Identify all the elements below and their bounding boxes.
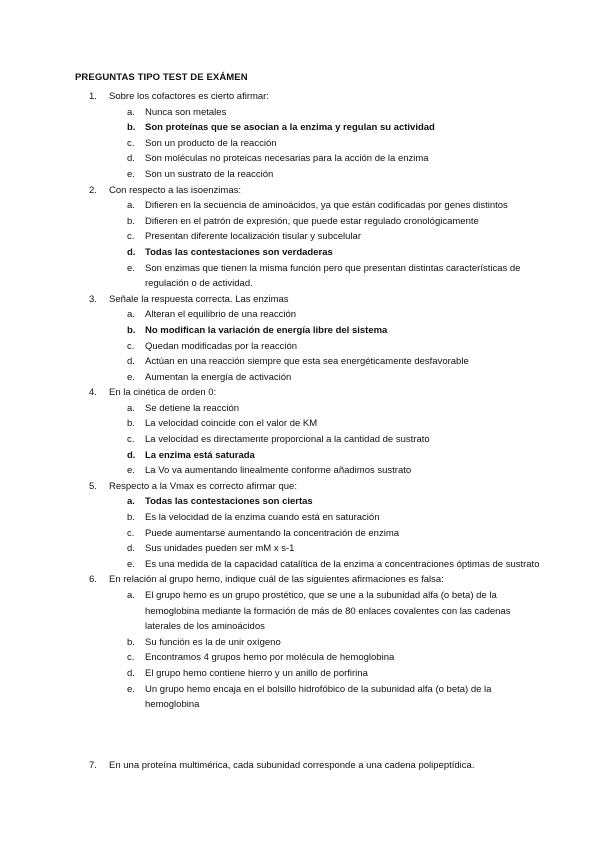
answer-option bbox=[75, 588, 545, 635]
option-letter: b. bbox=[127, 418, 135, 430]
option-letter: c. bbox=[127, 340, 135, 352]
option-text: Puede aumentarse aumentando la concentración de enzima bbox=[145, 527, 400, 539]
answer-option bbox=[75, 214, 545, 230]
answer-option bbox=[75, 635, 545, 651]
option-letter: a. bbox=[127, 590, 135, 601]
option-text: Nunca son metales bbox=[145, 106, 227, 118]
option-letter: d. bbox=[127, 543, 135, 555]
question-text: En una proteína multimérica, cada subunidad corresponde a una cadena polipeptídica. bbox=[109, 760, 475, 771]
answer-option bbox=[75, 541, 545, 557]
option-letter: e. bbox=[127, 683, 135, 695]
answer-option bbox=[75, 245, 545, 261]
option-letter: e. bbox=[127, 168, 135, 180]
question-4 bbox=[75, 385, 545, 479]
question-line bbox=[75, 385, 545, 401]
option-text: Su función es la de unir oxígeno bbox=[145, 636, 281, 648]
answer-option bbox=[75, 557, 545, 573]
option-text: Son un producto de la reacción bbox=[145, 137, 277, 149]
option-letter: b. bbox=[127, 215, 135, 227]
answer-option bbox=[75, 120, 545, 136]
question-7 bbox=[75, 758, 545, 774]
option-letter: a. bbox=[127, 200, 135, 212]
answer-option bbox=[75, 666, 545, 682]
answer-options bbox=[75, 105, 545, 183]
answer-option bbox=[75, 307, 545, 323]
option-text: La velocidad es directamente proporcional a la cantidad de sustrato bbox=[145, 434, 430, 446]
answer-options bbox=[75, 494, 545, 572]
question-text: Con respecto a las isoenzimas: bbox=[109, 184, 242, 196]
question-number: 5. bbox=[89, 480, 97, 492]
question-number: 2. bbox=[89, 184, 97, 196]
option-text: Son un sustrato de la reacción bbox=[145, 168, 274, 180]
answer-option bbox=[75, 510, 545, 526]
answer-option bbox=[75, 463, 545, 479]
question-line bbox=[75, 183, 545, 199]
option-text: Alteran el equilibrio de una reacción bbox=[145, 309, 297, 321]
option-letter: b. bbox=[127, 122, 136, 134]
question-line bbox=[75, 89, 545, 105]
question-2 bbox=[75, 183, 545, 292]
answer-option bbox=[75, 198, 545, 214]
question-text: Respecto a la Vmax es correcto afirmar que: bbox=[109, 480, 297, 492]
option-letter: b. bbox=[127, 636, 135, 648]
option-letter: b. bbox=[127, 324, 136, 336]
answer-option bbox=[75, 354, 545, 370]
option-text: La Vo va aumentando linealmente conforme añadimos sustrato bbox=[145, 465, 412, 477]
option-letter: d. bbox=[127, 667, 135, 679]
question-text: Sobre los cofactores es cierto afirmar: bbox=[109, 91, 269, 102]
option-letter: c. bbox=[127, 652, 135, 664]
question-1 bbox=[75, 89, 545, 183]
question-3 bbox=[75, 292, 545, 386]
question-6 bbox=[75, 572, 545, 712]
option-text: Son moléculas no proteicas necesarias para la acción de la enzima bbox=[145, 153, 429, 165]
option-letter: d. bbox=[127, 246, 136, 258]
answer-option bbox=[75, 416, 545, 432]
question-number: 3. bbox=[89, 293, 97, 305]
option-text: La enzima está saturada bbox=[145, 449, 255, 461]
option-text: Difieren en la secuencia de aminoácidos, ya que están codificadas por genes distintos bbox=[145, 200, 508, 212]
answer-option bbox=[75, 323, 545, 339]
question-text: En relación al grupo hemo, indique cuál de las siguientes afirmaciones es falsa: bbox=[109, 574, 444, 586]
option-text: Son proteínas que se asocian a la enzima y regulan su actividad bbox=[145, 122, 435, 134]
answer-option bbox=[75, 151, 545, 167]
question-line bbox=[75, 479, 545, 495]
answer-options bbox=[75, 401, 545, 479]
option-text: Quedan modificadas por la reacción bbox=[145, 340, 298, 352]
option-text: Un grupo hemo encaja en el bolsillo hidrofóbico de la subunidad alfa (o beta) de la hemoglobina bbox=[145, 683, 492, 711]
option-text: Todas las contestaciones son verdaderas bbox=[145, 246, 333, 258]
option-text: Todas las contestaciones son ciertas bbox=[145, 496, 313, 508]
option-letter: c. bbox=[127, 137, 135, 149]
option-letter: d. bbox=[127, 449, 136, 461]
answer-option bbox=[75, 401, 545, 417]
option-text: El grupo hemo es un grupo prostético, que se une a la subunidad alfa (o beta) de la hemoglobina mediante la formación de más de 80 enlaces covalentes con las cadenas laterales de los aminoácidos bbox=[145, 590, 511, 633]
question-number: 1. bbox=[89, 91, 97, 102]
option-text: El grupo hemo contiene hierro y un anillo de porfirina bbox=[145, 667, 368, 679]
option-letter: a. bbox=[127, 496, 135, 508]
option-text: Encontramos 4 grupos hemo por molécula de hemoglobina bbox=[145, 652, 395, 664]
question-line bbox=[75, 292, 545, 308]
answer-option bbox=[75, 261, 545, 292]
option-text: Difieren en el patrón de expresión, que puede estar regulado cronológicamente bbox=[145, 215, 479, 227]
option-text: Son enzimas que tienen la misma función pero que presentan distintas características de regulación o de actividad. bbox=[145, 262, 521, 290]
question-list bbox=[75, 89, 545, 713]
answer-option bbox=[75, 494, 545, 510]
document-title: PREGUNTAS TIPO TEST DE EXÁMEN bbox=[75, 72, 248, 83]
option-text: Sus unidades pueden ser mM x s-1 bbox=[145, 543, 295, 555]
option-letter: e. bbox=[127, 371, 135, 383]
option-letter: b. bbox=[127, 512, 135, 524]
option-letter: a. bbox=[127, 402, 135, 414]
question-5 bbox=[75, 479, 545, 573]
answer-option bbox=[75, 526, 545, 542]
option-letter: c. bbox=[127, 527, 135, 539]
option-text: Actúan en una reacción siempre que esta sea energéticamente desfavorable bbox=[145, 356, 469, 368]
question-number: 6. bbox=[89, 574, 97, 586]
question-text: Señale la respuesta correcta. Las enzimas bbox=[109, 293, 289, 305]
answer-option bbox=[75, 448, 545, 464]
option-letter: a. bbox=[127, 309, 135, 321]
answer-option bbox=[75, 650, 545, 666]
option-text: Aumentan la energía de activación bbox=[145, 371, 292, 383]
question-text: En la cinética de orden 0: bbox=[109, 387, 217, 399]
option-letter: c. bbox=[127, 434, 135, 446]
answer-options bbox=[75, 588, 545, 713]
option-text: Es la velocidad de la enzima cuando está en saturación bbox=[145, 512, 380, 524]
option-text: Se detiene la reacción bbox=[145, 402, 240, 414]
option-letter: e. bbox=[127, 558, 135, 570]
option-text: Presentan diferente localización tisular y subcelular bbox=[145, 231, 361, 243]
answer-option bbox=[75, 167, 545, 183]
answer-option bbox=[75, 136, 545, 152]
answer-option bbox=[75, 105, 545, 121]
answer-option bbox=[75, 339, 545, 355]
answer-options bbox=[75, 198, 545, 292]
option-letter: d. bbox=[127, 153, 135, 165]
option-letter: c. bbox=[127, 231, 135, 243]
answer-options bbox=[75, 307, 545, 385]
option-text: Es una medida de la capacidad catalítica de la enzima a concentraciones óptimas de sustrato bbox=[145, 558, 540, 570]
answer-option bbox=[75, 370, 545, 386]
option-letter: e. bbox=[127, 262, 135, 274]
question-number: 7. bbox=[89, 760, 97, 771]
question-number: 4. bbox=[89, 387, 97, 399]
option-text: La velocidad coincide con el valor de KM bbox=[145, 418, 318, 430]
option-letter: d. bbox=[127, 356, 135, 368]
option-letter: e. bbox=[127, 465, 135, 477]
question-line bbox=[75, 572, 545, 588]
answer-option bbox=[75, 229, 545, 245]
option-text: No modifican la variación de energía libre del sistema bbox=[145, 324, 388, 336]
option-letter: a. bbox=[127, 106, 135, 118]
answer-option bbox=[75, 432, 545, 448]
answer-option bbox=[75, 682, 545, 713]
